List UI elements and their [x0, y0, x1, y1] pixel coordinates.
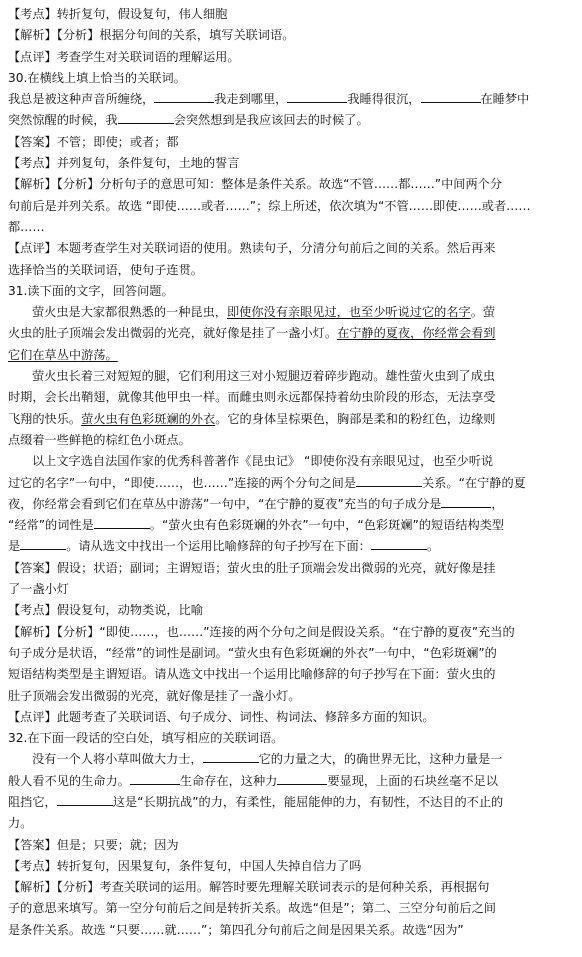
question-31-text: 过它的名字”一句中，“即使……，也……”连接的两个分句之间是 关系。“在宁静的夏 [8, 475, 526, 490]
dianping-line: 【点评】考查学生对关联词语的理解运用。 [8, 49, 240, 64]
jiexi-line: 【解析】【分析】分析句子的意思可知：整体是条件关系。故选“不管……都……”中间两个分 [8, 177, 503, 192]
passage-line: 萤火虫是大家都很熟悉的一种昆虫，即使你没有亲眼见过，也至少听说过它的名字。萤 [32, 305, 496, 320]
question-31-text: 是 。请从选文中找出一个运用比喻修辞的句子抄写在下面： 。 [8, 539, 440, 554]
jiexi-line: 肚子顶端会发出微弱的光亮，就好像是挂了一盏小灯。 [8, 688, 301, 703]
question-32-title: 32.在下面一段话的空白处，填写相应的关联词语。 [8, 731, 284, 746]
answer-blank[interactable] [371, 537, 427, 550]
answer-blank[interactable] [356, 474, 422, 487]
jiexi-line: 是条件关系。故选 “只要……就……”；第四孔分句前后之间是因果关系。故选“因为” [8, 922, 464, 937]
jiexi-line: 子的意思来填写。第一空分句前后之间是转折关系。故选“但是”；第二、三空分句前后之间 [8, 901, 496, 916]
underlined-sentence: 即使你没有亲眼见过，也至少听说过它的名字 [227, 305, 471, 320]
answer-blank[interactable] [441, 495, 491, 508]
answer-blank[interactable] [20, 537, 66, 550]
answer-blank[interactable] [154, 90, 214, 103]
question-32-text: 没有一个人将小草叫做大力士， 它的力量之大，的确世界无比，这种力量是一 [32, 752, 503, 767]
answer-blank[interactable] [421, 90, 481, 103]
kaodian-line: 【考点】转折复句，因果复句，条件复句，中国人失掉自信力了吗 [8, 858, 362, 873]
kaodian-line: 【考点】并列复句，条件复句，土地的誓言 [8, 156, 240, 171]
jiexi-line: 【解析】【分析】根据分句间的关系，填写关联词语。 [8, 28, 295, 43]
jiexi-line: 【解析】【分析】考查关联词的运用。解答时要先理解关联词表示的是何种关系，再根据句 [8, 880, 490, 895]
underlined-sentence: 萤火虫有色彩斑斓的外衣 [81, 411, 216, 426]
question-32-text: 力。 [8, 816, 33, 831]
jiexi-line: 句子成分是状语，“经常”的词性是副词。“萤火虫有色彩斑斓的外衣”一句中，“色彩斑斓”的 [8, 645, 497, 660]
answer-line: 【答案】不管；即使；或者；都 [8, 134, 179, 149]
question-32-text: 阻挡它， 这是“长期抗战”的力，有柔性，能屈能伸的力，有韧性，不达目的不止的 [8, 794, 504, 809]
kaodian-line: 【考点】转折复句，假设复句，伟人细胞 [8, 7, 228, 21]
passage-line: 萤火虫长着三对短短的腿，它们利用这三对小短腿迈着碎步跑动。雄性萤火虫到了成虫 [32, 369, 496, 384]
answer-blank[interactable] [130, 772, 180, 785]
passage-line: 火虫的肚子顶端会发出微弱的光亮，就好像是挂了一盏小灯。在宁静的夏夜，你经常会看到 [8, 326, 496, 341]
kaodian-line: 【考点】假设复句，动物类说，比喻 [8, 603, 203, 618]
question-30-text: 我总是被这种声音所缠绕， 我走到哪里， 我睡得很沉， 在睡梦中 [8, 92, 530, 107]
question-32-text: 般人看不见的生命力。 生命存在，这种力 要显现，上面的石块丝毫不足以 [8, 773, 498, 788]
answer-blank[interactable] [57, 793, 113, 806]
passage-line [8, 345, 576, 366]
answer-line: 【答案】假设；状语；副词；主谓短语；萤火虫的肚子顶端会发出微弱的光亮，就好像是挂 [8, 560, 496, 575]
question-31-text: “经常”的词性是 。“萤火虫有色彩斑斓的外衣”一句中，“色彩斑斓”的短语结构类型 [8, 518, 505, 533]
dianping-line: 【点评】本题考查学生对关联词语的使用。熟读句子，分清分句前后之间的关系。然后再来 [8, 241, 496, 256]
answer-line: 【答案】但是；只要；就；因为 [8, 837, 179, 852]
jiexi-line: 都…… [8, 219, 45, 234]
underlined-sentence: 在宁静的夏夜，你经常会看到 [337, 326, 496, 341]
passage-line: 时期，会长出鞘翅，就像其他甲虫一样。而雌虫则永远都保持着幼虫阶段的形态，无法享受 [8, 390, 496, 405]
question-31-text: 夜，你经常会看到它们在草丛中游荡”一句中，“在宁静的夏夜”充当的句子成分是 ， [8, 496, 504, 511]
jiexi-line: 句前后是并列关系。故选 “即使……或者……”；综上所述，依次填为“不管……即使……或者…… [8, 198, 531, 213]
question-31-title: 31.读下面的文字，回答问题。 [8, 283, 174, 298]
answer-blank[interactable] [118, 111, 174, 124]
answer-blank[interactable] [94, 516, 150, 529]
question-30-text: 突然惊醒的时候，我 会突然想到是我应该回去的时候了。 [8, 113, 369, 128]
answer-line: 了一盏小灯 [8, 582, 69, 597]
question-30-title: 30.在横线上填上恰当的关联词。 [8, 70, 186, 85]
answer-blank[interactable] [287, 90, 347, 103]
jiexi-line: 短语结构类型是主谓短语。请从选文中找出一个运用比喻修辞的句子抄写在下面：萤火虫的 [8, 667, 496, 682]
passage-line: 点缀着一些鲜艳的棕红色小斑点。 [8, 432, 191, 447]
dianping-line: 【点评】此题考查了关联词语、句子成分、词性、构词法、修辞多方面的知识。 [8, 709, 435, 724]
answer-blank[interactable] [277, 772, 327, 785]
dianping-line: 选择恰当的关联词语，使句子连贯。 [8, 262, 203, 277]
passage-line: 飞翔的快乐。萤火虫有色彩斑斓的外衣。它的身体呈棕栗色，胸部是柔和的粉红色，边缘则 [8, 411, 496, 426]
answer-blank[interactable] [203, 750, 259, 763]
question-31-text: 以上文字选自法国作家的优秀科普著作《昆虫记》 “即使你没有亲眼见过，也至少听说 [32, 454, 494, 469]
jiexi-line: 【解析】【分析】“即使……，也……”连接的两个分句之间是假设关系。“在宁静的夏夜”充当的 [8, 624, 515, 639]
underlined-sentence: 它们在草丛中游荡。 [8, 347, 118, 362]
